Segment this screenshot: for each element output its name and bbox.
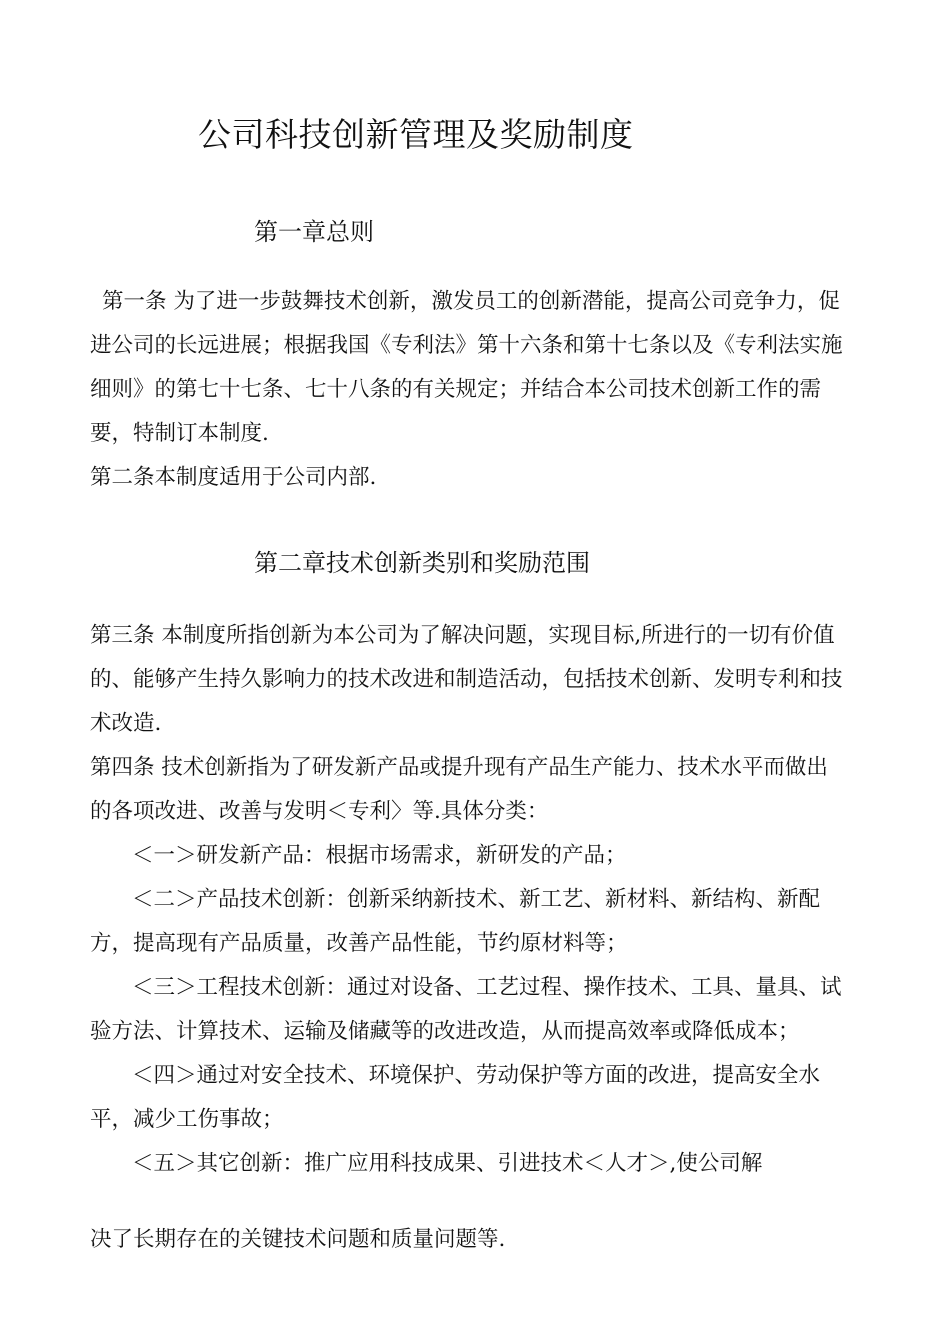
article-1-line-3: 细则》的第七十七条、七十八条的有关规定；并结合本公司技术创新工作的需 [90,377,822,402]
category-3-line-2: 验方法、计算技术、运输及储藏等的改进改造，从而提高效率或降低成本； [90,1019,800,1044]
article-3-line-3: 术改造. [90,711,162,736]
article-4-line-1: 第四条 技术创新指为了研发新产品或提升现有产品生产能力、技术水平而做出 [90,755,828,780]
article-4-line-2: 的各项改进、改善与发明＜专利〉等.具体分类： [90,799,549,824]
category-5-line-2: 决了长期存在的关键技术问题和质量问题等. [90,1227,506,1252]
category-2-line-1: ＜二＞产品技术创新：创新采纳新技术、新工艺、新材料、新结构、新配 [132,887,821,912]
article-2-line-1: 第二条本制度适用于公司内部. [90,465,377,490]
article-1-line-2: 进公司的长远进展；根据我国《专利法》第十六条和第十七条以及《专利法实施 [90,333,843,358]
chapter-1-heading: 第一章总则 [254,218,374,246]
category-2-line-2: 方，提高现有产品质量，改善产品性能，节约原材料等； [90,931,628,956]
category-5-line-1: ＜五＞其它创新：推广应用科技成果、引进技术＜人才＞,使公司解 [132,1151,763,1176]
article-1-line-4: 要，特制订本制度. [90,421,269,446]
category-4-line-1: ＜四＞通过对安全技术、环境保护、劳动保护等方面的改进，提高安全水 [132,1063,821,1088]
chapter-2-heading: 第二章技术创新类别和奖励范围 [254,549,590,577]
article-1-line-1: 第一条 为了进一步鼓舞技术创新，激发员工的创新潜能，提高公司竞争力，促 [102,289,840,314]
category-1-line-1: ＜一＞研发新产品：根据市场需求，新研发的产品； [132,843,627,868]
document-title: 公司科技创新管理及奖励制度 [198,115,634,154]
article-3-line-1: 第三条 本制度所指创新为本公司为了解决问题，实现目标,所进行的一切有价值 [90,623,835,648]
category-4-line-2: 平，减少工伤事故； [90,1107,284,1132]
article-3-line-2: 的、能够产生持久影响力的技术改进和制造活动，包括技术创新、发明专利和技 [90,667,843,692]
category-3-line-1: ＜三＞工程技术创新：通过对设备、工艺过程、操作技术、工具、量具、试 [132,975,842,1000]
